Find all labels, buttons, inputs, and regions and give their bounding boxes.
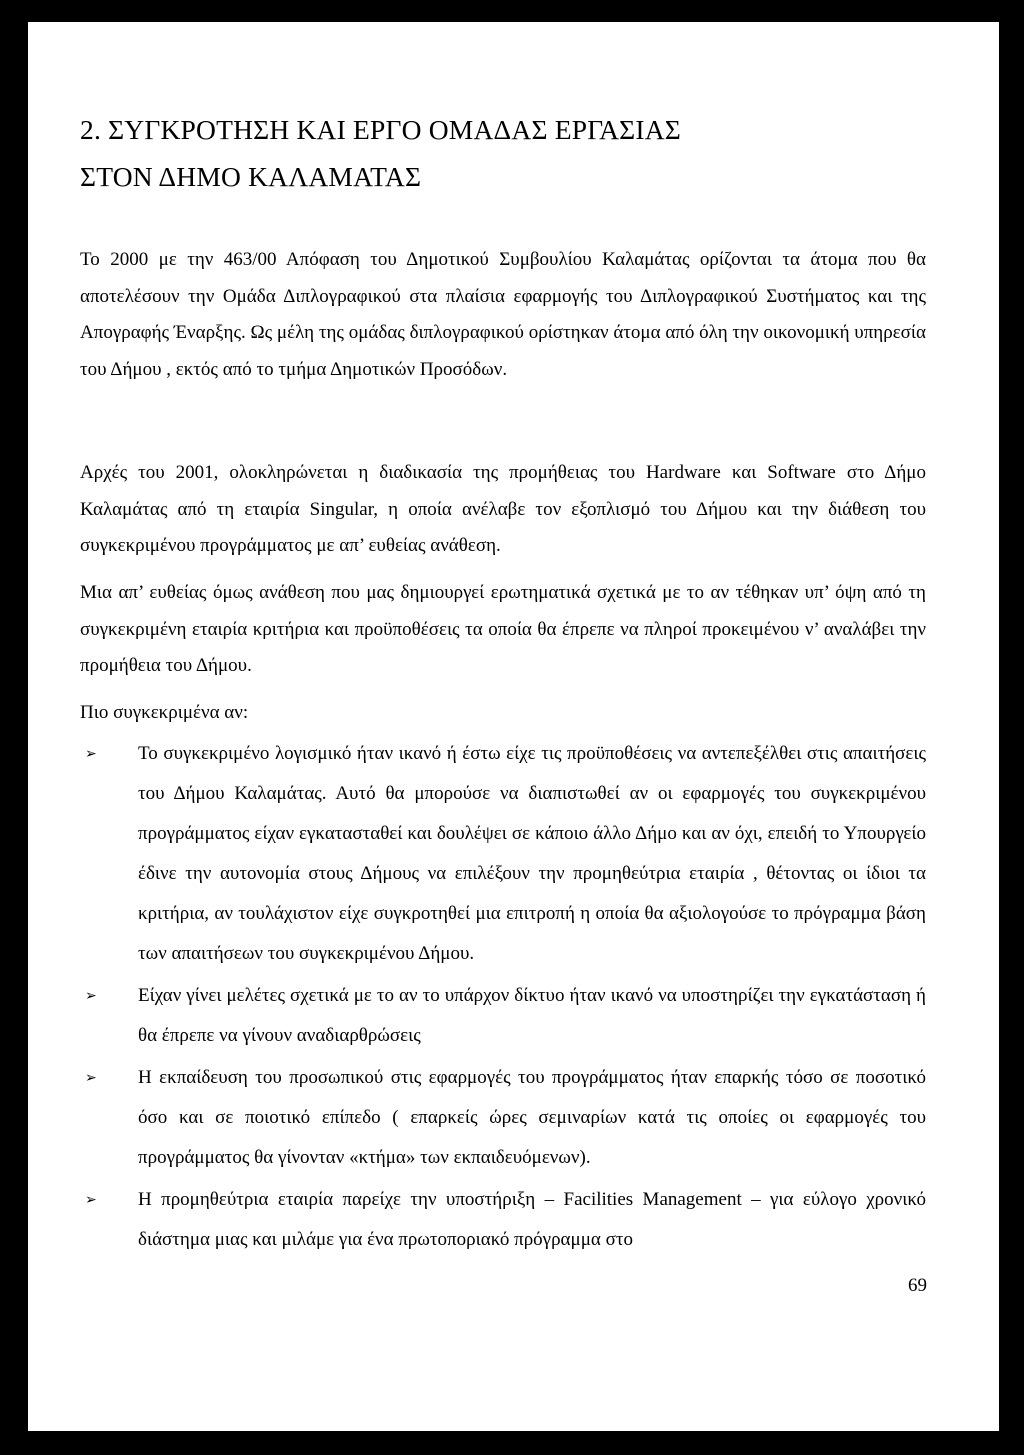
list-item-text: Η προμηθεύτρια εταιρία παρείχε την υποστήριξη – Facilities Management – για εύλογο χρονικό διάστημα μιας και μιλάμε για ένα πρωτοποριακό πρόγραμμα στο (138, 1189, 926, 1250)
list-item (80, 976, 926, 1056)
section-heading-line-2: ΣΤΟΝ ΔΗΜΟ ΚΑΛΑΜΑΤΑΣ (80, 161, 422, 192)
paragraph-2: Αρχές του 2001, ολοκληρώνεται η διαδικασία της προμήθειας του Hardware και Software στο Δήμο Καλαμάτας από τη εταιρία Singular, η οποία ανέλαβε τον εξοπλισμό του Δήμου και την διάθεση του συγκεκριμένου προγράμματος με απ’ ευθείας ανάθεση. (80, 462, 926, 556)
list-item (80, 734, 926, 974)
arrow-bullet-icon: ➢ (85, 746, 97, 762)
paragraph-1: Το 2000 με την 463/00 Απόφαση του Δημοτικού Συμβουλίου Καλαμάτας ορίζονται τα άτομα που θα αποτελέσουν την Ομάδα Διπλογραφικού στα πλαίσια εφαρμογής του Διπλογραφικού Συστήματος και της Απογραφής Έναρξης. Ως μέλη της ομάδας διπλογραφικού ορίστηκαν άτομα από όλη την οικονομική υπηρεσία του Δήμου , εκτός από το τμήμα Δημοτικών Προσόδων. (80, 249, 926, 380)
list-item (80, 1058, 926, 1178)
section-heading-line-1: 2. ΣΥΓΚΡΟΤΗΣΗ ΚΑΙ ΕΡΓΟ ΟΜΑΔΑΣ ΕΡΓΑΣΙΑΣ (80, 114, 681, 145)
criteria-bullet-list (80, 734, 926, 1262)
document-page (28, 22, 999, 1431)
arrow-bullet-icon: ➢ (85, 1192, 97, 1208)
arrow-bullet-icon: ➢ (85, 1070, 97, 1086)
list-item (80, 1180, 926, 1260)
list-item-text: Η εκπαίδευση του προσωπικού στις εφαρμογές του προγράμματος ήταν επαρκής τόσο σε ποσοτικό όσο και σε ποιοτικό επίπεδο ( επαρκείς ώρες σεμιναρίων κατά τις οποίες οι εφαρμογές του προγράμματος θα γίνονταν «κτήμα» των εκπαιδευόμενων). (138, 1067, 926, 1168)
arrow-bullet-icon: ➢ (85, 988, 97, 1004)
section-heading (80, 106, 681, 200)
list-item-text: Το συγκεκριμένο λογισμικό ήταν ικανό ή έστω είχε τις προϋποθέσεις να αντεπεξέλθει στις απαιτήσεις του Δήμου Καλαμάτας. Αυτό θα μπορούσε να διαπιστωθεί αν οι εφαρμογές του συγκεκριμένου προγράμματος είχαν εγκατασταθεί και δουλέψει σε κάποιο άλλο Δήμο και αν όχι, επειδή το Υπουργείο έδινε την αυτονομία στους Δήμους να επιλέξουν την προμηθεύτρια εταιρία , θέτοντας οι ίδιοι τα κριτήρια, αν τουλάχιστον είχε συγκροτηθεί μια επιτροπή η οποία θα αξιολογούσε το πρόγραμμα βάση των απαιτήσεων του συγκεκριμένου Δήμου. (138, 743, 926, 964)
paragraph-3: Μια απ’ ευθείας όμως ανάθεση που μας δημιουργεί ερωτηματικά σχετικά με το αν τέθηκαν υπ’ όψη από τη συγκεκριμένη εταιρία κριτήρια και προϋποθέσεις τα οποία θα έπρεπε να πληροί προκειμένου ν’ αναλάβει την προμήθεια του Δήμου. (80, 582, 926, 676)
page-number: 69 (908, 1275, 927, 1296)
list-item-text: Είχαν γίνει μελέτες σχετικά με το αν το υπάρχον δίκτυο ήταν ικανό να υποστηρίζει την εγκατάσταση ή θα έπρεπε να γίνουν αναδιαρθρώσεις (138, 985, 926, 1046)
paragraph-4: Πιο συγκεκριμένα αν: (80, 702, 249, 723)
